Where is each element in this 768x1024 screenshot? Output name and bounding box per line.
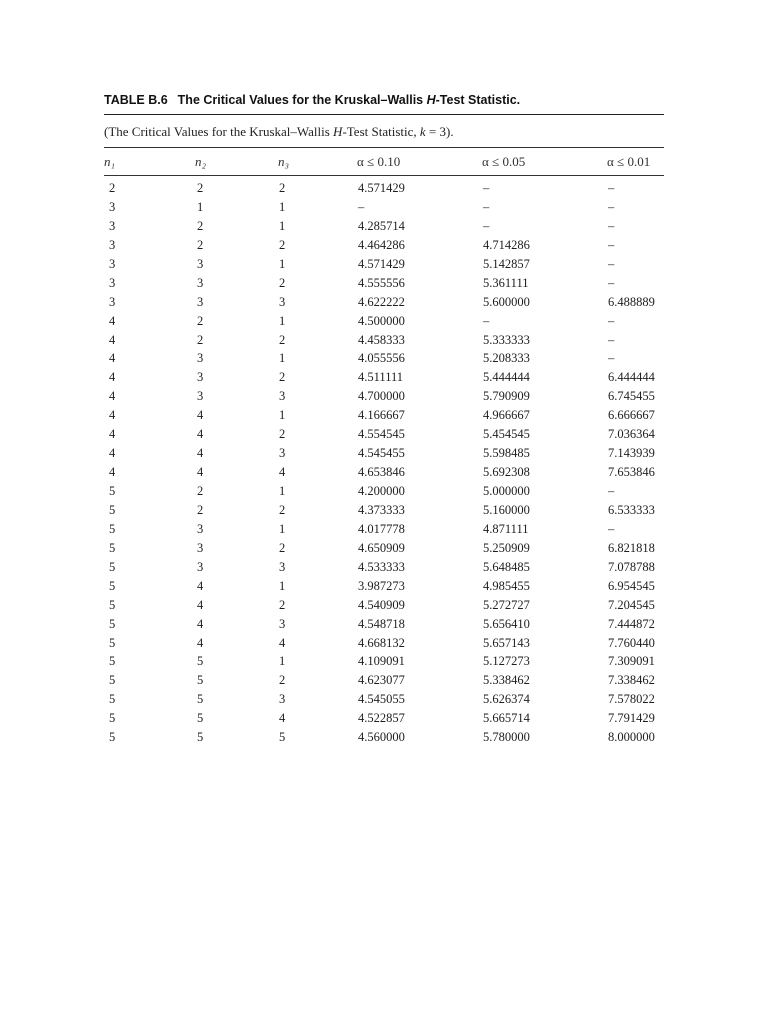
cell-n1: 5 bbox=[109, 578, 116, 593]
cell-alpha-005: 5.600000 bbox=[483, 294, 530, 309]
table-row bbox=[0, 710, 768, 729]
cell-alpha-001: 7.791429 bbox=[608, 711, 655, 726]
cell-alpha-001: – bbox=[608, 181, 615, 195]
table-title-italic-h: H bbox=[426, 93, 436, 107]
cell-alpha-010: 4.055556 bbox=[358, 351, 405, 366]
cell-alpha-005: 5.626374 bbox=[483, 692, 530, 707]
table-row bbox=[0, 464, 768, 483]
cell-n1: 5 bbox=[109, 521, 116, 536]
cell-n2: 4 bbox=[197, 427, 204, 442]
cell-alpha-005: 5.598485 bbox=[483, 446, 530, 461]
cell-alpha-005: 4.714286 bbox=[483, 237, 530, 252]
header-top-rule bbox=[104, 147, 664, 148]
subtitle-italic-h: H bbox=[333, 124, 343, 139]
cell-n2: 3 bbox=[197, 540, 204, 555]
cell-n3: 2 bbox=[279, 673, 286, 688]
table-row bbox=[0, 407, 768, 426]
column-header-n1: n₁ bbox=[104, 154, 116, 169]
table-title-text-after: -Test Statistic. bbox=[435, 93, 521, 107]
cell-alpha-001: 7.578022 bbox=[608, 692, 655, 707]
cell-n2: 3 bbox=[197, 521, 204, 536]
table-row bbox=[0, 350, 768, 369]
cell-alpha-010: 3.987273 bbox=[358, 578, 405, 593]
cell-n3: 2 bbox=[279, 181, 286, 195]
cell-alpha-001: 6.444444 bbox=[608, 370, 655, 385]
table-row bbox=[0, 616, 768, 635]
table-subtitle bbox=[104, 124, 454, 140]
column-header-alpha-001: α ≤ 0.01 bbox=[607, 154, 651, 169]
cell-alpha-005: 5.338462 bbox=[483, 673, 530, 688]
table-row bbox=[0, 578, 768, 597]
cell-alpha-001: – bbox=[608, 256, 615, 271]
cell-n3: 1 bbox=[279, 256, 286, 271]
cell-alpha-001: 7.444872 bbox=[608, 616, 655, 631]
cell-alpha-010: 4.285714 bbox=[358, 218, 405, 233]
cell-alpha-001: 7.078788 bbox=[608, 559, 655, 574]
table-row bbox=[0, 691, 768, 710]
cell-alpha-001: – bbox=[608, 332, 615, 347]
table-row bbox=[0, 426, 768, 445]
cell-n2: 5 bbox=[197, 673, 204, 688]
cell-alpha-001: 7.204545 bbox=[608, 597, 655, 612]
subtitle-italic-k: k bbox=[419, 124, 426, 139]
cell-n2: 1 bbox=[197, 199, 204, 214]
cell-alpha-001: 7.653846 bbox=[608, 465, 655, 480]
column-header-n3: n₃ bbox=[278, 154, 290, 169]
cell-alpha-005: 5.454545 bbox=[483, 427, 530, 442]
cell-n2: 3 bbox=[197, 559, 204, 574]
table-row bbox=[0, 369, 768, 388]
cell-n3: 3 bbox=[279, 389, 286, 404]
cell-alpha-005: 5.657143 bbox=[483, 635, 530, 650]
table-row bbox=[0, 199, 768, 218]
cell-alpha-001: 6.488889 bbox=[608, 294, 655, 309]
cell-n1: 4 bbox=[109, 370, 116, 385]
cell-n3: 1 bbox=[279, 218, 286, 233]
cell-n2: 5 bbox=[197, 711, 204, 726]
cell-n3: 1 bbox=[279, 484, 286, 498]
cell-n2: 3 bbox=[197, 351, 204, 366]
cell-alpha-001: 6.533333 bbox=[608, 502, 655, 517]
cell-n2: 2 bbox=[197, 502, 204, 517]
cell-alpha-001: – bbox=[608, 275, 615, 290]
cell-n3: 3 bbox=[279, 294, 286, 309]
cell-n3: 1 bbox=[279, 199, 286, 214]
cell-alpha-010: 4.650909 bbox=[358, 540, 405, 555]
cell-n1: 4 bbox=[109, 446, 116, 461]
table-row bbox=[0, 521, 768, 540]
table-row bbox=[0, 332, 768, 351]
subtitle-after: = 3). bbox=[425, 124, 454, 139]
cell-alpha-010: 4.571429 bbox=[358, 181, 405, 195]
cell-n1: 5 bbox=[109, 502, 116, 517]
cell-n1: 2 bbox=[109, 181, 116, 195]
cell-n1: 5 bbox=[109, 559, 116, 574]
cell-alpha-010: 4.668132 bbox=[358, 635, 405, 650]
cell-n1: 4 bbox=[109, 351, 116, 366]
cell-n2: 2 bbox=[197, 218, 204, 233]
cell-n2: 2 bbox=[197, 332, 204, 347]
table-row bbox=[0, 597, 768, 616]
cell-alpha-010: 4.623077 bbox=[358, 673, 405, 688]
cell-n3: 4 bbox=[279, 635, 286, 650]
cell-n1: 5 bbox=[109, 730, 116, 745]
cell-alpha-010: 4.548718 bbox=[358, 616, 405, 631]
cell-n1: 5 bbox=[109, 654, 116, 669]
cell-n1: 4 bbox=[109, 427, 116, 442]
cell-alpha-010: 4.522857 bbox=[358, 711, 405, 726]
cell-n2: 5 bbox=[197, 692, 204, 707]
cell-n3: 1 bbox=[279, 654, 286, 669]
cell-alpha-001: – bbox=[608, 484, 615, 498]
cell-alpha-010: 4.017778 bbox=[358, 521, 405, 536]
cell-alpha-005: 5.160000 bbox=[483, 502, 530, 517]
cell-alpha-005: 5.648485 bbox=[483, 559, 530, 574]
cell-n2: 3 bbox=[197, 275, 204, 290]
cell-n3: 2 bbox=[279, 275, 286, 290]
cell-alpha-010: 4.200000 bbox=[358, 484, 405, 498]
table-row bbox=[0, 388, 768, 407]
cell-alpha-005: 4.871111 bbox=[483, 521, 529, 536]
cell-n3: 1 bbox=[279, 408, 286, 423]
table-row bbox=[0, 729, 768, 748]
cell-alpha-005: 5.780000 bbox=[483, 730, 530, 745]
cell-alpha-010: 4.540909 bbox=[358, 597, 405, 612]
table-row bbox=[0, 218, 768, 237]
cell-alpha-001: – bbox=[608, 313, 615, 328]
cell-alpha-010: 4.109091 bbox=[358, 654, 405, 669]
cell-alpha-001: – bbox=[608, 521, 615, 536]
cell-n3: 2 bbox=[279, 502, 286, 517]
cell-n3: 2 bbox=[279, 332, 286, 347]
cell-n3: 5 bbox=[279, 730, 286, 745]
cell-n1: 5 bbox=[109, 484, 116, 498]
cell-n1: 5 bbox=[109, 673, 116, 688]
cell-n1: 5 bbox=[109, 597, 116, 612]
cell-alpha-010: – bbox=[358, 199, 365, 214]
cell-alpha-005: 4.966667 bbox=[483, 408, 530, 423]
cell-alpha-005: – bbox=[483, 181, 490, 195]
cell-alpha-001: 7.309091 bbox=[608, 654, 655, 669]
table-row bbox=[0, 313, 768, 332]
cell-n3: 4 bbox=[279, 711, 286, 726]
cell-n1: 3 bbox=[109, 199, 116, 214]
cell-n1: 4 bbox=[109, 408, 116, 423]
cell-n2: 4 bbox=[197, 578, 204, 593]
column-header-alpha-010: α ≤ 0.10 bbox=[357, 154, 401, 169]
table-row bbox=[0, 275, 768, 294]
cell-n1: 4 bbox=[109, 332, 116, 347]
cell-alpha-005: 4.985455 bbox=[483, 578, 530, 593]
table-title-text-before: The Critical Values for the Kruskal–Wallis bbox=[177, 93, 427, 107]
cell-alpha-005: 5.692308 bbox=[483, 465, 530, 480]
cell-alpha-001: 7.338462 bbox=[608, 673, 655, 688]
cell-alpha-005: 5.272727 bbox=[483, 597, 530, 612]
cell-n3: 3 bbox=[279, 616, 286, 631]
cell-n2: 3 bbox=[197, 256, 204, 271]
table-row bbox=[0, 180, 768, 199]
cell-alpha-001: – bbox=[608, 218, 615, 233]
table-row bbox=[0, 502, 768, 521]
cell-alpha-010: 4.545055 bbox=[358, 692, 405, 707]
cell-alpha-010: 4.166667 bbox=[358, 408, 405, 423]
cell-alpha-005: – bbox=[483, 313, 490, 328]
cell-n1: 3 bbox=[109, 275, 116, 290]
cell-n3: 3 bbox=[279, 446, 286, 461]
cell-alpha-010: 4.555556 bbox=[358, 275, 405, 290]
cell-n3: 1 bbox=[279, 351, 286, 366]
cell-n1: 3 bbox=[109, 218, 116, 233]
cell-n2: 3 bbox=[197, 294, 204, 309]
cell-alpha-010: 4.622222 bbox=[358, 294, 405, 309]
cell-alpha-001: 7.143939 bbox=[608, 446, 655, 461]
cell-alpha-010: 4.554545 bbox=[358, 427, 405, 442]
cell-n3: 1 bbox=[279, 313, 286, 328]
cell-alpha-010: 4.511111 bbox=[358, 370, 404, 385]
cell-alpha-010: 4.533333 bbox=[358, 559, 405, 574]
cell-n1: 3 bbox=[109, 237, 116, 252]
cell-n2: 2 bbox=[197, 237, 204, 252]
cell-n1: 5 bbox=[109, 616, 116, 631]
table-body bbox=[0, 180, 768, 748]
cell-n1: 5 bbox=[109, 692, 116, 707]
cell-alpha-010: 4.545455 bbox=[358, 446, 405, 461]
subtitle-before: (The Critical Values for the Kruskal–Wallis bbox=[104, 124, 334, 139]
cell-n2: 4 bbox=[197, 597, 204, 612]
cell-n3: 3 bbox=[279, 559, 286, 574]
cell-n3: 4 bbox=[279, 465, 286, 480]
cell-n2: 4 bbox=[197, 446, 204, 461]
cell-alpha-005: – bbox=[483, 218, 490, 233]
cell-n2: 2 bbox=[197, 484, 204, 498]
table-row bbox=[0, 294, 768, 313]
cell-n2: 3 bbox=[197, 389, 204, 404]
cell-alpha-010: 4.560000 bbox=[358, 730, 405, 745]
cell-n2: 3 bbox=[197, 370, 204, 385]
cell-alpha-005: 5.208333 bbox=[483, 351, 530, 366]
cell-n2: 5 bbox=[197, 654, 204, 669]
cell-alpha-005: 5.000000 bbox=[483, 484, 530, 498]
subtitle-middle: -Test Statistic, bbox=[342, 124, 420, 139]
cell-alpha-005: 5.250909 bbox=[483, 540, 530, 555]
cell-alpha-010: 4.500000 bbox=[358, 313, 405, 328]
cell-n2: 5 bbox=[197, 730, 204, 745]
cell-n3: 2 bbox=[279, 540, 286, 555]
cell-alpha-005: 5.790909 bbox=[483, 389, 530, 404]
table-title bbox=[104, 93, 520, 107]
cell-n3: 2 bbox=[279, 427, 286, 442]
table-row bbox=[0, 635, 768, 654]
cell-n3: 2 bbox=[279, 597, 286, 612]
cell-alpha-005: 5.127273 bbox=[483, 654, 530, 669]
cell-alpha-005: 5.656410 bbox=[483, 616, 530, 631]
table-row bbox=[0, 237, 768, 256]
cell-alpha-005: 5.444444 bbox=[483, 370, 530, 385]
cell-n2: 4 bbox=[197, 408, 204, 423]
cell-alpha-005: 5.665714 bbox=[483, 711, 530, 726]
cell-alpha-001: 8.000000 bbox=[608, 730, 655, 745]
cell-alpha-001: 6.666667 bbox=[608, 408, 655, 423]
table-row bbox=[0, 672, 768, 691]
cell-alpha-005: 5.142857 bbox=[483, 256, 530, 271]
header-bottom-rule bbox=[104, 175, 664, 176]
cell-alpha-010: 4.373333 bbox=[358, 502, 405, 517]
table-row bbox=[0, 540, 768, 559]
cell-alpha-001: – bbox=[608, 351, 615, 366]
cell-alpha-001: 7.760440 bbox=[608, 635, 655, 650]
cell-n2: 4 bbox=[197, 616, 204, 631]
cell-n1: 5 bbox=[109, 540, 116, 555]
cell-n1: 4 bbox=[109, 389, 116, 404]
column-header-alpha-005: α ≤ 0.05 bbox=[482, 154, 526, 169]
cell-alpha-001: 6.821818 bbox=[608, 540, 655, 555]
cell-n1: 5 bbox=[109, 711, 116, 726]
cell-n2: 4 bbox=[197, 635, 204, 650]
cell-n2: 4 bbox=[197, 465, 204, 480]
cell-n3: 1 bbox=[279, 521, 286, 536]
cell-alpha-001: 7.036364 bbox=[608, 427, 655, 442]
cell-n3: 2 bbox=[279, 370, 286, 385]
table-row bbox=[0, 256, 768, 275]
cell-alpha-010: 4.571429 bbox=[358, 256, 405, 271]
table-row bbox=[0, 559, 768, 578]
cell-n1: 3 bbox=[109, 256, 116, 271]
cell-alpha-010: 4.653846 bbox=[358, 465, 405, 480]
cell-alpha-001: – bbox=[608, 237, 615, 252]
cell-alpha-001: 6.954545 bbox=[608, 578, 655, 593]
table-row bbox=[0, 653, 768, 672]
table-label: TABLE B.6 bbox=[104, 93, 168, 107]
cell-alpha-010: 4.700000 bbox=[358, 389, 405, 404]
cell-n3: 1 bbox=[279, 578, 286, 593]
cell-n1: 3 bbox=[109, 294, 116, 309]
cell-alpha-001: 6.745455 bbox=[608, 389, 655, 404]
cell-alpha-005: 5.333333 bbox=[483, 332, 530, 347]
cell-n1: 4 bbox=[109, 465, 116, 480]
cell-alpha-005: 5.361111 bbox=[483, 275, 529, 290]
cell-alpha-001: – bbox=[608, 199, 615, 214]
column-header-n2: n₂ bbox=[195, 154, 207, 169]
cell-n3: 3 bbox=[279, 692, 286, 707]
cell-alpha-010: 4.458333 bbox=[358, 332, 405, 347]
cell-n1: 4 bbox=[109, 313, 116, 328]
cell-n2: 2 bbox=[197, 181, 204, 195]
cell-n3: 2 bbox=[279, 237, 286, 252]
table-row bbox=[0, 483, 768, 502]
cell-n2: 2 bbox=[197, 313, 204, 328]
cell-alpha-010: 4.464286 bbox=[358, 237, 405, 252]
title-rule bbox=[104, 114, 664, 115]
table-row bbox=[0, 445, 768, 464]
cell-alpha-005: – bbox=[483, 199, 490, 214]
cell-n1: 5 bbox=[109, 635, 116, 650]
